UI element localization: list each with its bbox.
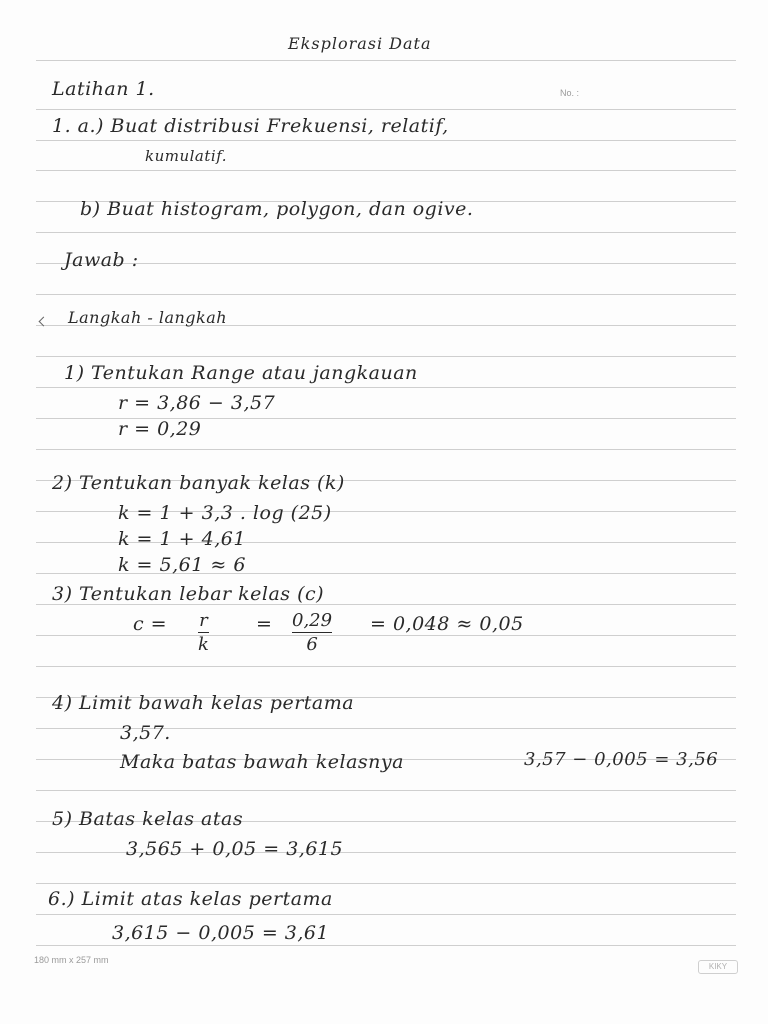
ruled-line xyxy=(36,945,736,946)
step-5-calculation: 3,565 + 0,05 = 3,615 xyxy=(126,838,344,860)
fraction-r-over-k xyxy=(198,610,209,655)
ruled-line xyxy=(36,232,736,233)
fraction-bar xyxy=(292,632,332,633)
step-3-result: = 0,048 ≈ 0,05 xyxy=(370,613,524,635)
ruled-line xyxy=(36,109,736,110)
ruled-line xyxy=(36,914,736,915)
step-1-title: 1) Tentukan Range atau jangkauan xyxy=(64,362,418,384)
answer-label: Jawab : xyxy=(64,249,139,271)
fraction-numerator: r xyxy=(199,610,208,631)
page-title: Eksplorasi Data xyxy=(288,34,432,53)
question-1a-line-1: 1. a.) Buat distribusi Frekuensi, relatif, xyxy=(52,115,449,137)
ruled-line xyxy=(36,666,736,667)
ruled-line xyxy=(36,387,736,388)
paper-size-label: 180 mm x 257 mm xyxy=(34,955,109,965)
steps-heading: Langkah - langkah xyxy=(68,308,228,327)
fraction-029-over-6 xyxy=(292,610,332,655)
ruled-line xyxy=(36,883,736,884)
page-number-label: No. : xyxy=(560,88,580,98)
step-3-title: 3) Tentukan lebar kelas (c) xyxy=(52,583,325,605)
ruled-line xyxy=(36,60,736,61)
step-3-c-label: c = xyxy=(133,613,168,635)
fraction-denominator: 6 xyxy=(306,634,318,655)
brand-logo: KIKY xyxy=(698,960,738,974)
question-1b: b) Buat histogram, polygon, dan ogive. xyxy=(80,198,474,220)
ruled-line xyxy=(36,356,736,357)
ruled-line xyxy=(36,294,736,295)
step-4-title: 4) Limit bawah kelas pertama xyxy=(52,692,355,714)
ruled-line xyxy=(36,170,736,171)
question-1a-line-2: kumulatif. xyxy=(145,147,227,165)
step-2-equation-3: k = 5,61 ≈ 6 xyxy=(118,554,246,576)
step-3-equals: = xyxy=(256,613,273,635)
step-5-title: 5) Batas kelas atas xyxy=(52,808,244,830)
fraction-numerator: 0,29 xyxy=(292,610,333,631)
ruled-line xyxy=(36,449,736,450)
ruled-line xyxy=(36,790,736,791)
step-2-title: 2) Tentukan banyak kelas (k) xyxy=(52,472,345,494)
ruled-line xyxy=(36,635,736,636)
ruled-line xyxy=(36,140,736,141)
fraction-bar xyxy=(198,632,209,633)
fraction-denominator: k xyxy=(198,634,209,655)
step-4-calculation: 3,57 − 0,005 = 3,56 xyxy=(524,749,719,770)
step-6-calculation: 3,615 − 0,005 = 3,61 xyxy=(112,922,330,944)
exercise-heading: Latihan 1. xyxy=(52,78,155,100)
step-1-equation-1: r = 3,86 − 3,57 xyxy=(118,392,276,414)
step-2-equation-1: k = 1 + 3,3 . log (25) xyxy=(118,502,332,524)
step-6-title: 6.) Limit atas kelas pertama xyxy=(48,888,333,910)
step-2-equation-2: k = 1 + 4,61 xyxy=(118,528,246,550)
ruled-line xyxy=(36,263,736,264)
step-4-statement: Maka batas bawah kelasnya xyxy=(120,751,404,773)
step-4-value: 3,57. xyxy=(120,722,171,744)
step-1-equation-2: r = 0,29 xyxy=(118,418,202,440)
